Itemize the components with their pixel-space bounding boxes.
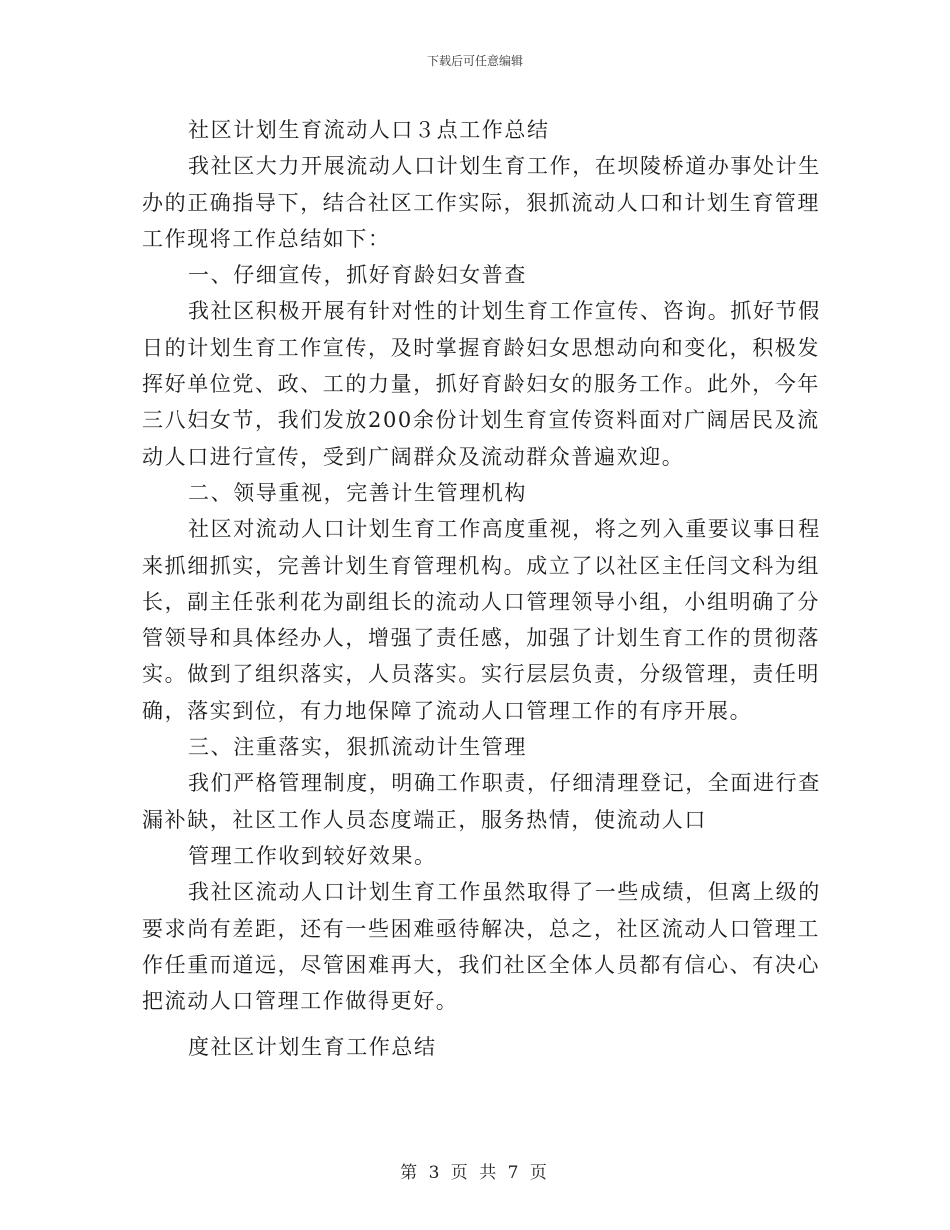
page-header-note: 下载后可任意编辑 xyxy=(426,54,523,68)
text-line: 二、领导重视，完善计生管理机构 xyxy=(188,480,527,505)
text-line: 把流动人口管理工作做得更好。 xyxy=(142,989,459,1014)
text-line: 一、仔细宣传，抓好育龄妇女普查 xyxy=(188,263,527,288)
text-line: 作任重而道远，尽管困难再大，我们社区全体人员都有信心、有决心 xyxy=(142,952,820,977)
text-line: 长，副主任张利花为副组长的流动人口管理领导小组，小组明确了分 xyxy=(142,589,820,614)
text-line: 动人口进行宣传，受到广阔群众及流动群众普遍欢迎。 xyxy=(142,444,685,469)
page-footer-page-number: 第 3 页 共 7 页 xyxy=(400,1163,550,1183)
text-line: 三、注重落实，狠抓流动计生管理 xyxy=(188,735,527,760)
text-line: 日的计划生育工作宣传，及时掌握育龄妇女思想动向和变化，积极发 xyxy=(142,335,820,360)
text-line: 我们严格管理制度，明确工作职责，仔细清理登记，全面进行查 xyxy=(188,771,821,796)
text-line: 我社区流动人口计划生育工作虽然取得了一些成绩，但离上级的 xyxy=(188,880,821,905)
text-line: 度社区计划生育工作总结 xyxy=(188,1035,437,1060)
text-line: 我社区积极开展有针对性的计划生育工作宣传、咨询。抓好节假 xyxy=(188,299,821,324)
text-line: 管理工作收到较好效果。 xyxy=(188,843,437,868)
text-line: 社区对流动人口计划生育工作高度重视，将之列入重要议事日程 xyxy=(188,517,821,542)
text-line: 办的正确指导下，结合社区工作实际，狠抓流动人口和计划生育管理 xyxy=(142,190,820,215)
text-line: 实。做到了组织落实，人员落实。实行层层负责，分级管理，责任明 xyxy=(142,662,820,687)
text-line: 要求尚有差距，还有一些困难亟待解决，总之，社区流动人口管理工 xyxy=(142,916,820,941)
text-line: 三八妇女节，我们发放200余份计划生育宣传资料面对广阔居民及流 xyxy=(142,408,820,433)
text-line: 我社区大力开展流动人口计划生育工作，在坝陵桥道办事处计生 xyxy=(188,154,821,179)
text-line: 漏补缺，社区工作人员态度端正，服务热情，使流动人口 xyxy=(142,807,707,832)
text-line: 管领导和具体经办人，增强了责任感，加强了计划生育工作的贯彻落 xyxy=(142,626,820,651)
text-line: 挥好单位党、政、工的力量，抓好育龄妇女的服务工作。此外，今年 xyxy=(142,372,820,397)
text-line: 社区计划生育流动人口３点工作总结 xyxy=(188,118,550,142)
text-line: 工作现将工作总结如下： xyxy=(142,226,391,251)
text-line: 来抓细抓实，完善计划生育管理机构。成立了以社区主任闫文科为组 xyxy=(142,553,820,578)
text-line: 确，落实到位，有力地保障了流动人口管理工作的有序开展。 xyxy=(142,698,753,723)
document-body xyxy=(142,112,821,1066)
